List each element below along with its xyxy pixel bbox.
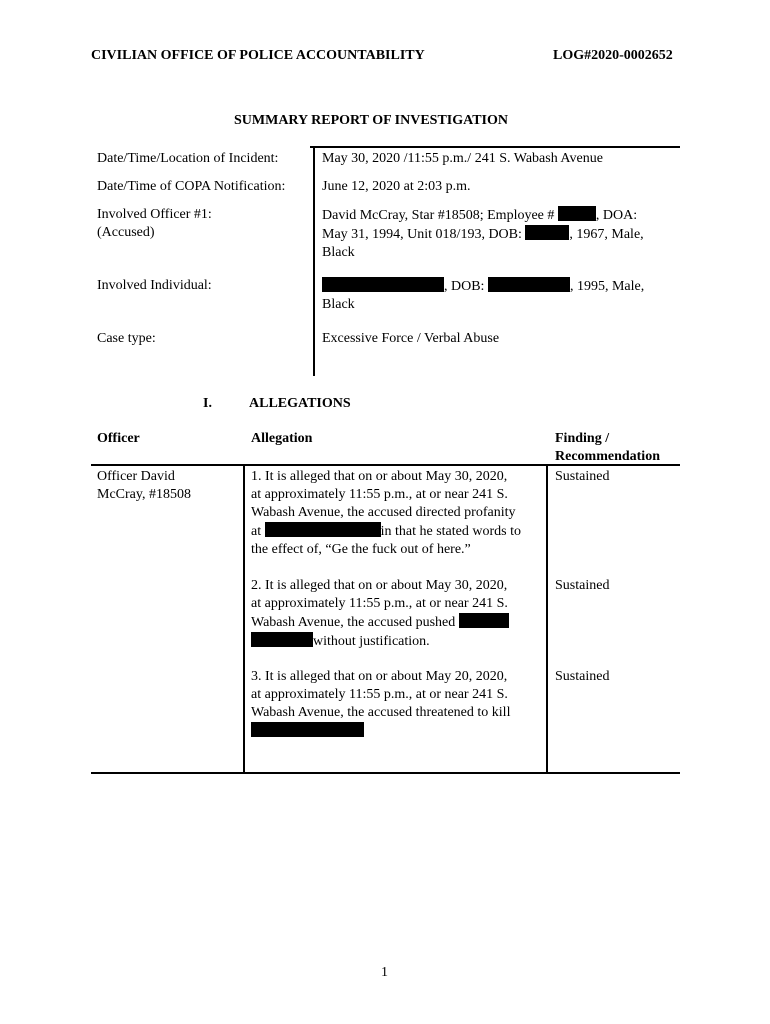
allegation-1-line: Wabash Avenue, the accused directed profanity [251,505,516,520]
allegation-2 [251,577,509,651]
individual-value [322,277,644,314]
allegation-2-line: 2. It is alleged that on or about May 30, 2020, [251,578,508,593]
accused-officer-line2: McCray, #18508 [97,487,191,502]
allegations-divider-left [243,464,245,774]
case-type-value: Excessive Force / Verbal Abuse [322,331,500,346]
officer-value-line2 [322,225,644,244]
log-number: LOG#2020-0002652 [553,48,673,63]
case-type-label: Case type: [97,331,156,346]
officer-dob-sex: , 1967, Male, [569,227,644,242]
incident-label: Date/Time/Location of Incident: [97,151,279,166]
redaction-bar [265,522,381,537]
allegation-2-line: at approximately 11:55 p.m., at or near 241 S. [251,596,508,611]
redaction-bar [459,613,509,628]
finding-header-line1: Finding / [555,431,610,446]
column-header-finding [555,430,660,466]
allegations-header-rule [91,464,680,466]
allegation-3-finding: Sustained [555,669,610,684]
redaction-bar [525,225,569,240]
report-title: SUMMARY REPORT OF INVESTIGATION [234,113,508,128]
notification-value: June 12, 2020 at 2:03 p.m. [322,179,471,194]
allegation-2-line [251,632,509,651]
individual-value-line1 [322,277,644,296]
redaction-bar [558,206,596,221]
summary-divider [313,146,315,376]
accused-officer-cell [97,468,191,504]
allegation-3-line: 3. It is alleged that on or about May 20, 2020, [251,669,508,684]
section-numeral: I. [203,396,212,411]
allegation-1-line [251,522,521,541]
page-number: 1 [381,965,388,980]
incident-value: May 30, 2020 /11:55 p.m./ 241 S. Wabash Avenue [322,151,603,166]
officer-name-star: David McCray, Star #18508; Employee # [322,208,555,223]
column-header-officer: Officer [97,431,140,446]
allegation-3-line: at approximately 11:55 p.m., at or near 241 S. [251,687,508,702]
allegation-1-line: at approximately 11:55 p.m., at or near 241 S. [251,487,508,502]
allegation-2-finding: Sustained [555,578,610,593]
allegation-2-pushed: Wabash Avenue, the accused pushed [251,615,456,630]
allegation-2-justification: without justification. [313,634,430,649]
notification-label: Date/Time of COPA Notification: [97,179,286,194]
finding-header-line2: Recommendation [555,449,660,464]
allegation-1-stated: in that he stated words to [380,524,521,539]
allegation-1 [251,468,521,559]
officer-label-line1: Involved Officer #1: [97,207,212,222]
redaction-bar [488,277,570,292]
office-name: CIVILIAN OFFICE OF POLICE ACCOUNTABILITY [91,48,425,63]
redaction-bar [251,632,313,647]
allegation-3-line: Wabash Avenue, the accused threatened to kill [251,705,511,720]
column-header-allegation: Allegation [251,431,313,446]
officer-value [322,206,644,262]
individual-label: Involved Individual: [97,278,212,293]
section-heading: ALLEGATIONS [249,396,351,411]
allegation-3-line [251,722,510,741]
individual-value-line2: Black [322,297,355,312]
individual-year-sex: , 1995, Male, [569,279,645,294]
allegation-1-line: the effect of, “Ge the fuck out of here.” [251,542,471,557]
allegations-bottom-rule [91,772,680,774]
allegation-3 [251,668,510,741]
allegation-2-line [251,613,509,632]
officer-doa-label: , DOA: [595,208,638,223]
accused-officer-line1: Officer David [97,469,175,484]
redaction-bar [251,722,364,737]
officer-label [97,206,212,242]
officer-value-line1 [322,206,644,225]
redaction-bar [322,277,444,292]
officer-label-line2: (Accused) [97,225,155,240]
allegation-1-finding: Sustained [555,469,610,484]
allegation-1-line: 1. It is alleged that on or about May 30, 2020, [251,469,508,484]
officer-doa-unit: May 31, 1994, Unit 018/193, DOB: [322,227,522,242]
officer-value-line3: Black [322,245,355,260]
allegations-divider-right [546,464,548,774]
summary-top-rule [310,146,680,148]
individual-dob-label: , DOB: [444,279,485,294]
allegation-1-at: at [251,524,262,539]
